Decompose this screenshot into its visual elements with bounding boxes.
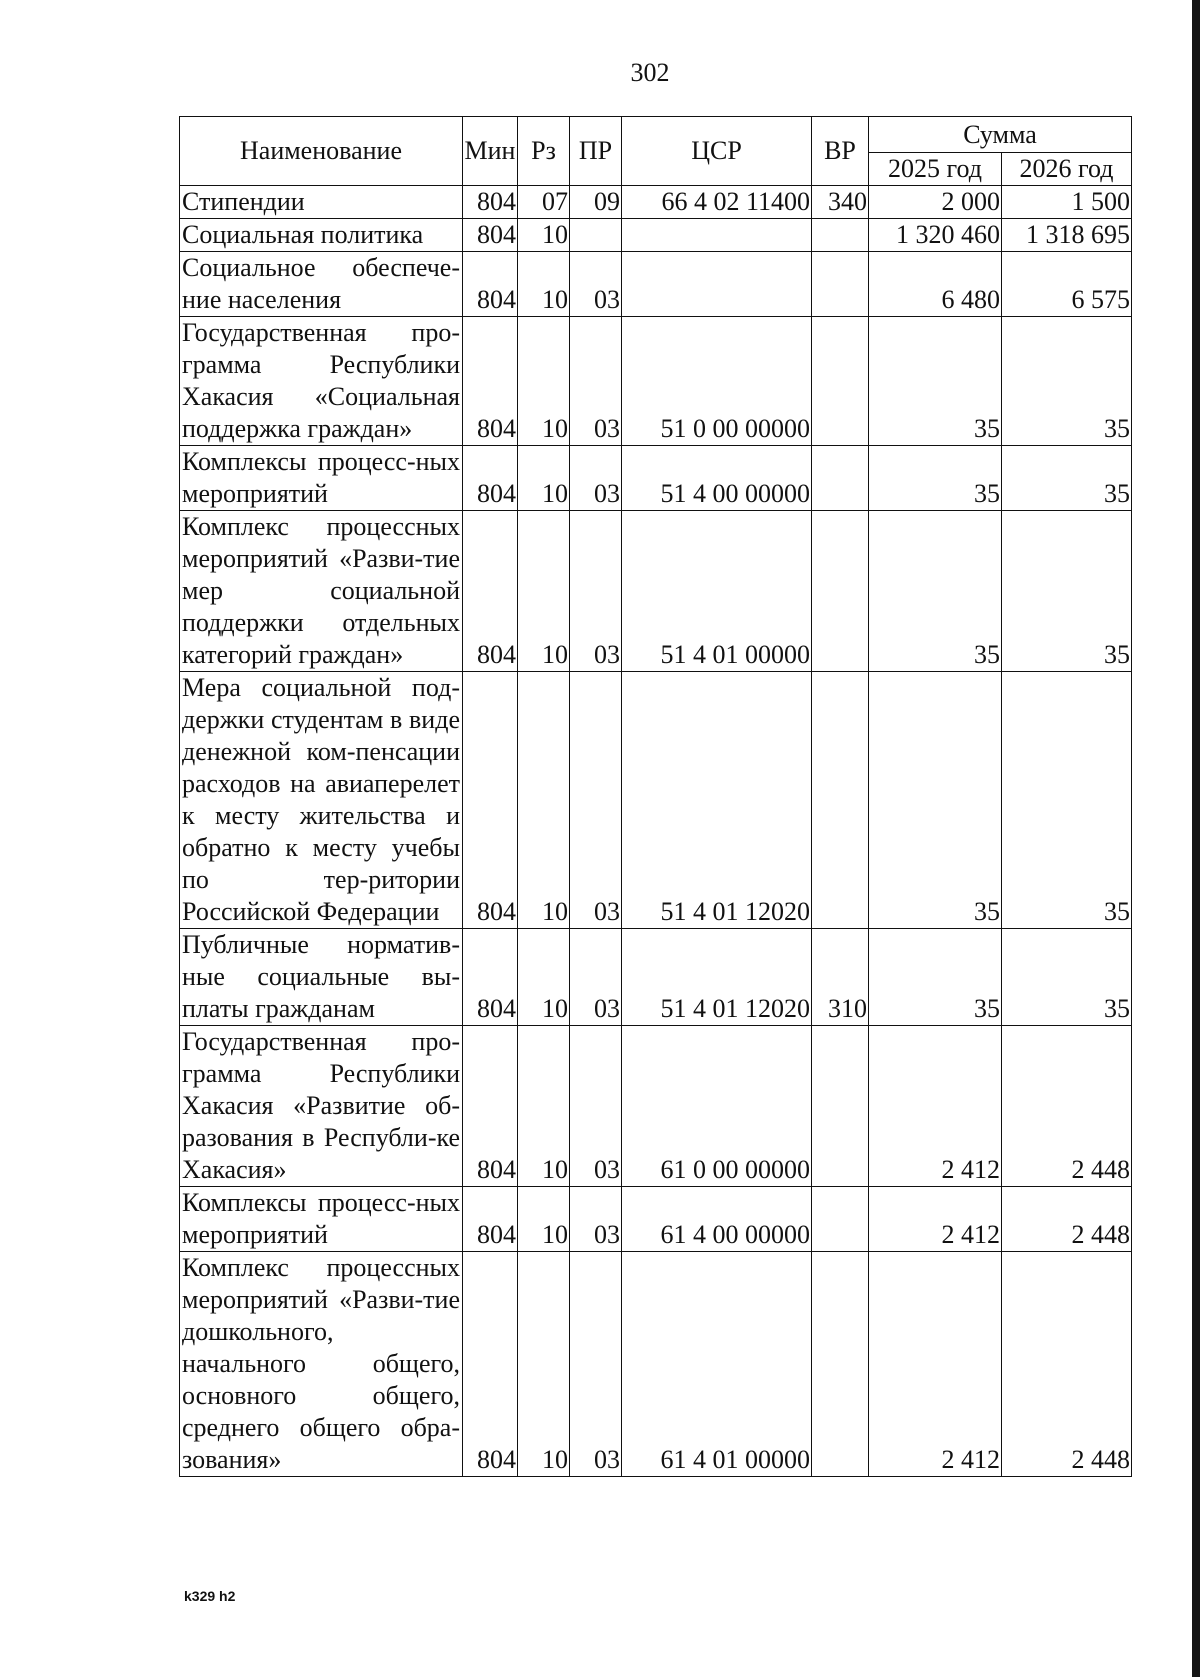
row-min: 804 <box>463 252 518 317</box>
row-min: 804 <box>463 1026 518 1187</box>
row-csr: 51 4 01 12020 <box>622 672 812 929</box>
row-sum-2025: 2 412 <box>869 1026 1002 1187</box>
row-csr: 61 0 00 00000 <box>622 1026 812 1187</box>
header-year-2026: 2026 год <box>1002 153 1132 186</box>
row-csr: 51 4 01 00000 <box>622 511 812 672</box>
table-row <box>180 511 1132 672</box>
row-csr: 51 0 00 00000 <box>622 317 812 446</box>
row-csr: 66 4 02 11400 <box>622 186 812 219</box>
row-name: Государственная про-грамма Республики Хакасия «Развитие об-разования в Республи-ке Хакасия» <box>180 1026 463 1187</box>
row-pr: 03 <box>570 446 622 511</box>
header-rz: Рз <box>518 117 570 186</box>
row-rz: 10 <box>518 672 570 929</box>
row-csr <box>622 252 812 317</box>
table-row <box>180 446 1132 511</box>
row-min: 804 <box>463 219 518 252</box>
row-rz: 10 <box>518 929 570 1026</box>
row-pr: 03 <box>570 672 622 929</box>
row-pr: 03 <box>570 929 622 1026</box>
row-vr: 340 <box>812 186 869 219</box>
row-sum-2026: 1 318 695 <box>1002 219 1132 252</box>
row-min: 804 <box>463 446 518 511</box>
row-csr: 51 4 01 12020 <box>622 929 812 1026</box>
row-sum-2026: 2 448 <box>1002 1252 1132 1477</box>
row-rz: 10 <box>518 252 570 317</box>
row-sum-2025: 35 <box>869 929 1002 1026</box>
row-name: Государственная про-грамма Республики Хакасия «Социальная поддержка граждан» <box>180 317 463 446</box>
table-row <box>180 1252 1132 1477</box>
row-vr <box>812 317 869 446</box>
row-sum-2025: 6 480 <box>869 252 1002 317</box>
row-vr <box>812 446 869 511</box>
row-sum-2025: 2 000 <box>869 186 1002 219</box>
row-min: 804 <box>463 317 518 446</box>
table-row <box>180 1026 1132 1187</box>
row-vr <box>812 672 869 929</box>
row-pr <box>570 219 622 252</box>
table-row <box>180 672 1132 929</box>
scan-edge-shadow <box>1192 0 1200 1677</box>
row-sum-2026: 2 448 <box>1002 1187 1132 1252</box>
header-vr: ВР <box>812 117 869 186</box>
table-body <box>180 186 1132 1477</box>
row-sum-2025: 2 412 <box>869 1252 1002 1477</box>
row-vr <box>812 511 869 672</box>
row-csr: 61 4 00 00000 <box>622 1187 812 1252</box>
row-name: Стипендии <box>180 186 463 219</box>
row-rz: 10 <box>518 317 570 446</box>
row-min: 804 <box>463 929 518 1026</box>
table-row <box>180 317 1132 446</box>
row-pr: 03 <box>570 511 622 672</box>
row-sum-2025: 35 <box>869 511 1002 672</box>
footer-code: k329 h2 <box>184 1588 236 1604</box>
table-row <box>180 219 1132 252</box>
row-sum-2026: 2 448 <box>1002 1026 1132 1187</box>
table-row <box>180 1187 1132 1252</box>
table-row <box>180 252 1132 317</box>
row-sum-2026: 1 500 <box>1002 186 1132 219</box>
row-rz: 10 <box>518 1187 570 1252</box>
header-year-2025: 2025 год <box>869 153 1002 186</box>
row-name: Публичные норматив-ные социальные вы-платы гражданам <box>180 929 463 1026</box>
row-vr <box>812 1252 869 1477</box>
row-sum-2026: 35 <box>1002 446 1132 511</box>
row-sum-2026: 35 <box>1002 672 1132 929</box>
row-sum-2026: 6 575 <box>1002 252 1132 317</box>
row-vr: 310 <box>812 929 869 1026</box>
table-row <box>180 929 1132 1026</box>
row-min: 804 <box>463 1252 518 1477</box>
row-name: Комплекс процессных мероприятий «Разви-тие дошкольного, начального общего, основного общего, среднего общего обра-зования» <box>180 1252 463 1477</box>
row-name: Комплекс процессных мероприятий «Разви-тие мер социальной поддержки отдельных категорий граждан» <box>180 511 463 672</box>
row-min: 804 <box>463 511 518 672</box>
header-csr: ЦСР <box>622 117 812 186</box>
row-pr: 03 <box>570 1026 622 1187</box>
header-min: Мин <box>463 117 518 186</box>
row-sum-2026: 35 <box>1002 929 1132 1026</box>
header-sum: Сумма <box>869 117 1132 153</box>
row-pr: 03 <box>570 317 622 446</box>
row-pr: 09 <box>570 186 622 219</box>
row-min: 804 <box>463 672 518 929</box>
row-pr: 03 <box>570 1252 622 1477</box>
header-pr: ПР <box>570 117 622 186</box>
row-rz: 10 <box>518 1252 570 1477</box>
row-vr <box>812 219 869 252</box>
row-pr: 03 <box>570 1187 622 1252</box>
row-sum-2026: 35 <box>1002 511 1132 672</box>
row-name: Социальная политика <box>180 219 463 252</box>
row-sum-2025: 2 412 <box>869 1187 1002 1252</box>
row-csr: 51 4 00 00000 <box>622 446 812 511</box>
row-rz: 10 <box>518 511 570 672</box>
row-name: Комплексы процесс-ных мероприятий <box>180 446 463 511</box>
row-rz: 10 <box>518 1026 570 1187</box>
row-name: Мера социальной под-держки студентам в виде денежной ком-пенсации расходов на авиаперелет к месту жительства и обратно к месту учебы по тер-ритории Российской Федерации <box>180 672 463 929</box>
header-name: Наименование <box>180 117 463 186</box>
row-sum-2025: 35 <box>869 672 1002 929</box>
budget-table <box>179 116 1132 1477</box>
row-pr: 03 <box>570 252 622 317</box>
row-sum-2025: 35 <box>869 317 1002 446</box>
row-min: 804 <box>463 186 518 219</box>
table-row <box>180 186 1132 219</box>
row-vr <box>812 1026 869 1187</box>
row-sum-2026: 35 <box>1002 317 1132 446</box>
row-csr: 61 4 01 00000 <box>622 1252 812 1477</box>
row-rz: 10 <box>518 446 570 511</box>
row-sum-2025: 1 320 460 <box>869 219 1002 252</box>
row-name: Социальное обеспече-ние населения <box>180 252 463 317</box>
row-vr <box>812 252 869 317</box>
row-rz: 07 <box>518 186 570 219</box>
row-vr <box>812 1187 869 1252</box>
row-name: Комплексы процесс-ных мероприятий <box>180 1187 463 1252</box>
page-number: 302 <box>630 58 670 87</box>
row-sum-2025: 35 <box>869 446 1002 511</box>
row-rz: 10 <box>518 219 570 252</box>
row-csr <box>622 219 812 252</box>
row-min: 804 <box>463 1187 518 1252</box>
